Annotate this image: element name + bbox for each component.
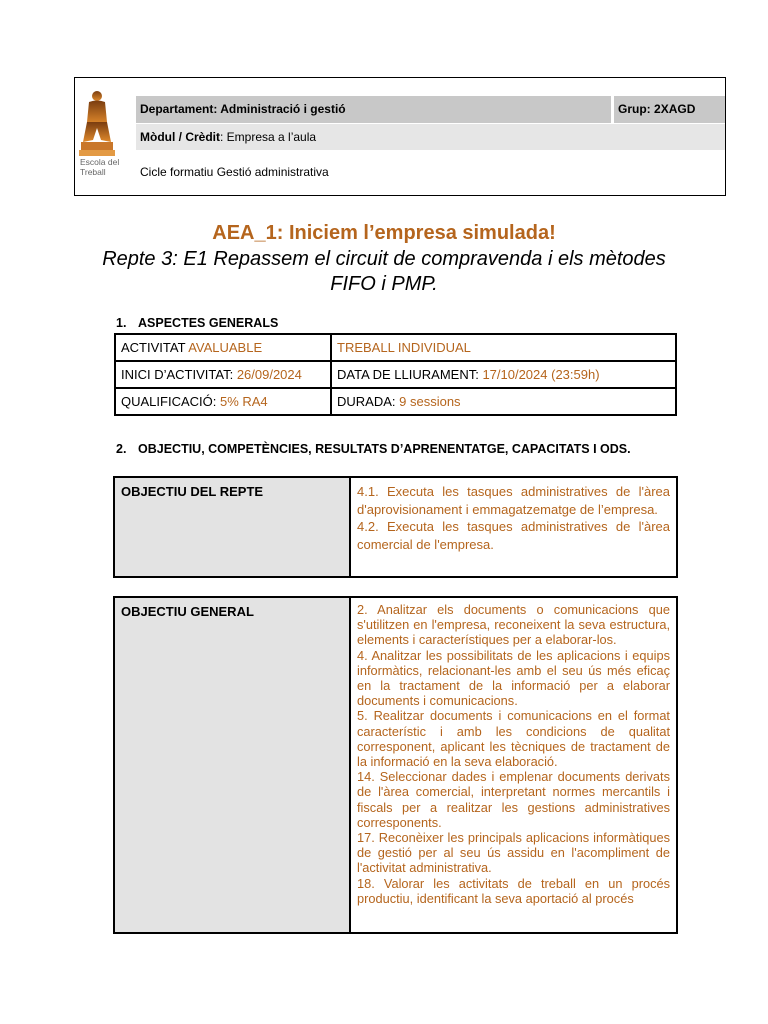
department-cell: Departament: Administració i gestió	[136, 96, 614, 123]
due-date-cell: DATA DE LLIURAMENT: 17/10/2024 (23:59h)	[331, 361, 676, 388]
page-title: AEA_1: Iniciem l’empresa simulada!	[212, 222, 556, 244]
objectiu-repte-label: OBJECTIU DEL REPTE	[115, 478, 351, 576]
work-type-cell: TREBALL INDIVIDUAL	[331, 334, 676, 361]
table-row	[115, 361, 676, 388]
list-item: 14. Seleccionar dades i emplenar documents derivats de l'àrea comercial, interpretant normes mercantils i fiscals per a realitzar les gestions administratives corresponents.	[357, 769, 670, 830]
grade-cell: QUALIFICACIÓ: 5% RA4	[115, 388, 331, 415]
page-subtitle: Repte 3: E1 Repassem el circuit de compravenda i els mètodes FIFO i PMP.	[102, 248, 666, 295]
department-row	[136, 96, 725, 123]
objectiu-general-label: OBJECTIU GENERAL	[115, 598, 351, 932]
table-row	[115, 388, 676, 415]
list-item: 18. Valorar les activitats de treball en un procés productiu, identificant la seva aportació al procés	[357, 875, 670, 906]
table-row	[115, 334, 676, 361]
module-row: Mòdul / Crèdit: Empresa a l’aula	[136, 124, 725, 150]
school-name: Escola del Treball	[80, 157, 120, 177]
duration-cell: DURADA: 9 sessions	[331, 388, 676, 415]
document-header	[74, 77, 726, 196]
group-cell: Grup: 2XAGD	[618, 102, 696, 116]
cycle-text: Cicle formatiu Gestió administrativa	[140, 165, 329, 179]
list-item: 4.2. Executa les tasques administratives de l'àrea comercial de l'empresa.	[357, 519, 670, 552]
general-aspects-table	[114, 333, 677, 416]
school-logo-icon	[79, 88, 115, 158]
list-item: 5. Realitzar documents i comunicacions en el format característic i amb les condicions de qualitat corresponent, aplicant les tècniques de tractament de la informació en la seva elaboració.	[357, 708, 670, 770]
section-1-heading: 1. ASPECTES GENERALS	[116, 316, 279, 330]
list-item: 2. Analitzar els documents o comunicacions que s'utilitzen en l'empresa, reconeixent la seva estructura, elements i característiques per a elaborar-los.	[357, 602, 670, 648]
objectiu-repte-table	[113, 476, 678, 578]
start-date-cell: INICI D’ACTIVITAT: 26/09/2024	[115, 361, 331, 388]
list-item: 4.1. Executa les tasques administratives de l'àrea d'aprovisionament i emmagatzematge de l’empresa.	[357, 484, 670, 517]
list-item: 4. Analitzar les possibilitats de les aplicacions i equips informàtics, relacionant-les amb el seu ús més eficaç en la tractament de la informació per a elaborar documents i comunicacions.	[357, 647, 670, 709]
objectiu-general-table	[113, 596, 678, 934]
list-item: 17. Reconèixer les principals aplicacions informàtiques de gestió per al seu ús assidu en l'acompliment de l'activitat administrativa.	[357, 830, 670, 876]
objectiu-repte-content	[351, 478, 676, 576]
objectiu-general-content	[351, 598, 676, 932]
activity-cell: ACTIVITAT AVALUABLE	[115, 334, 331, 361]
section-2-heading: 2. OBJECTIU, COMPETÈNCIES, RESULTATS D’APRENENTATGE, CAPACITATS I ODS.	[116, 442, 631, 456]
